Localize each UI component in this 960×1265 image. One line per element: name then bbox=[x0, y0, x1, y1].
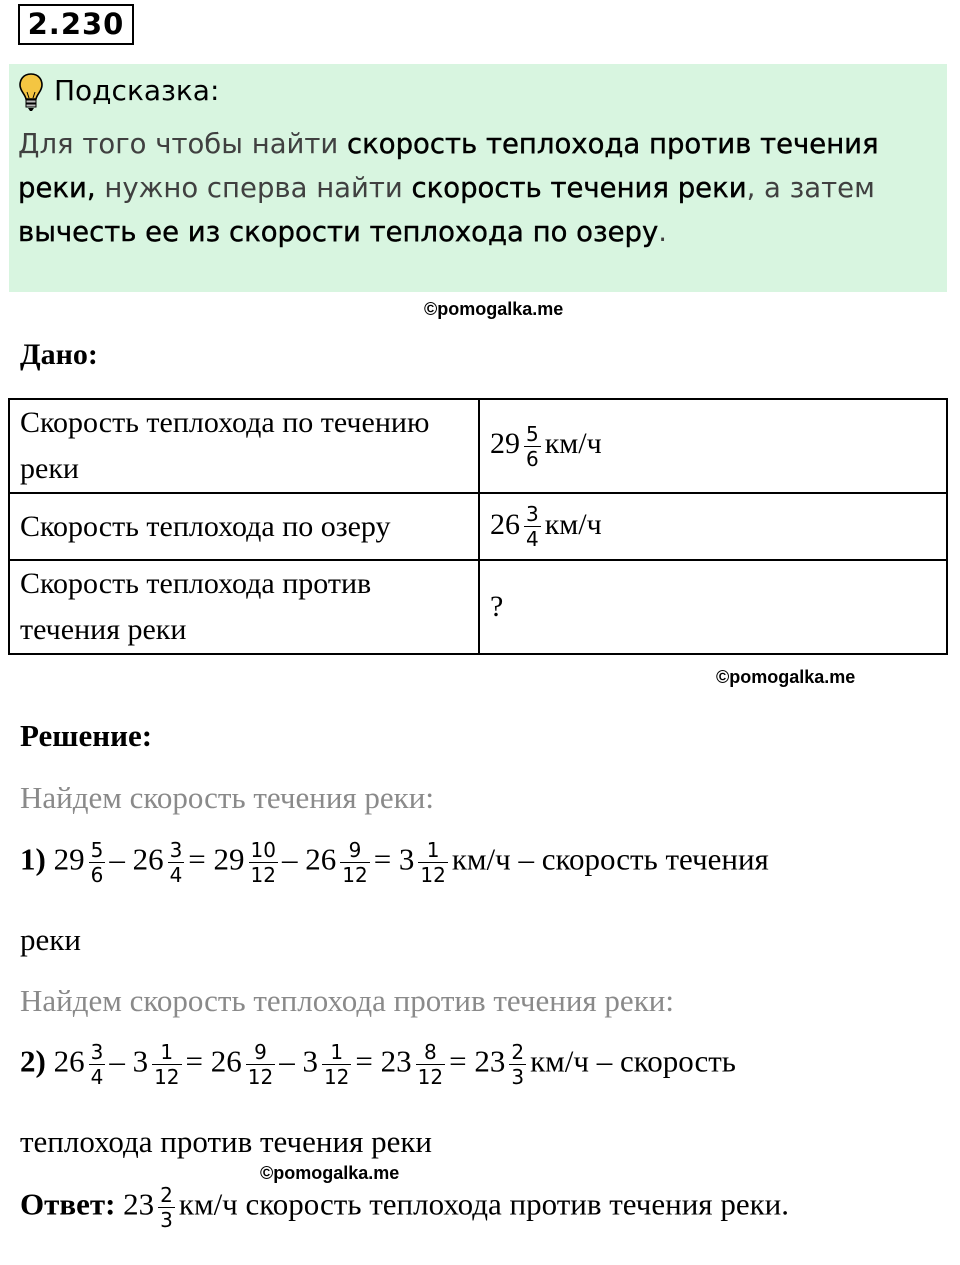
given-value: ? bbox=[479, 560, 947, 654]
given-table bbox=[8, 398, 948, 655]
hint-text: Для того чтобы найти скорость теплохода против течения реки, нужно сперва найти скорость течения реки, а затем вычесть ее из скорости теплохода по озеру. bbox=[18, 128, 879, 248]
given-label: Скорость теплохода по озеру bbox=[9, 493, 479, 560]
hint-title: Подсказка: bbox=[54, 74, 220, 107]
given-value: 26 $\frac{3}{4}$ км/ч bbox=[479, 493, 947, 560]
step1-intro: Найдем скорость течения реки: bbox=[20, 780, 434, 815]
given-value: 29 $\frac{5}{6}$ км/ч bbox=[479, 399, 947, 493]
step2-intro: Найдем скорость теплохода против течения реки: bbox=[20, 983, 674, 1018]
given-label: Скорость теплохода по течению реки bbox=[9, 399, 479, 493]
step2-continuation: теплохода против течения реки bbox=[20, 1124, 432, 1159]
step1-equation: 1) 29 $\frac{5}{6}$ – 26 $\frac{3}{4}$ = 29 $\frac{10}{12}$ – 26 $\frac{9}{12}$ = 3 $\frac{1}{12}$ км/ч – скорость течения bbox=[20, 838, 769, 887]
watermark: ©pomogalka.me bbox=[260, 1163, 400, 1183]
step1-continuation: реки bbox=[20, 922, 81, 957]
step2-equation: 2) 26 $\frac{3}{4}$ – 3 $\frac{1}{12}$ = 26 $\frac{9}{12}$ – 3 $\frac{1}{12}$ = 23 $\frac{8}{12}$ = 23 $\frac{2}{3}$ км/ч – скорость bbox=[20, 1040, 736, 1089]
watermark: ©pomogalka.me bbox=[716, 667, 856, 687]
given-title: Дано: bbox=[20, 338, 98, 371]
hint-header bbox=[18, 72, 219, 112]
task-number: 2.230 bbox=[18, 4, 134, 45]
table-row bbox=[9, 560, 947, 654]
watermark: ©pomogalka.me bbox=[424, 299, 564, 319]
answer: Ответ: 23 $\frac{2}{3}$ км/ч скорость теплохода против течения реки. bbox=[20, 1183, 789, 1232]
given-label: Скорость теплохода против течения реки bbox=[9, 560, 479, 654]
table-row bbox=[9, 399, 947, 493]
lightbulb-icon bbox=[18, 72, 44, 112]
solution-title: Решение: bbox=[20, 718, 153, 753]
table-row bbox=[9, 493, 947, 560]
